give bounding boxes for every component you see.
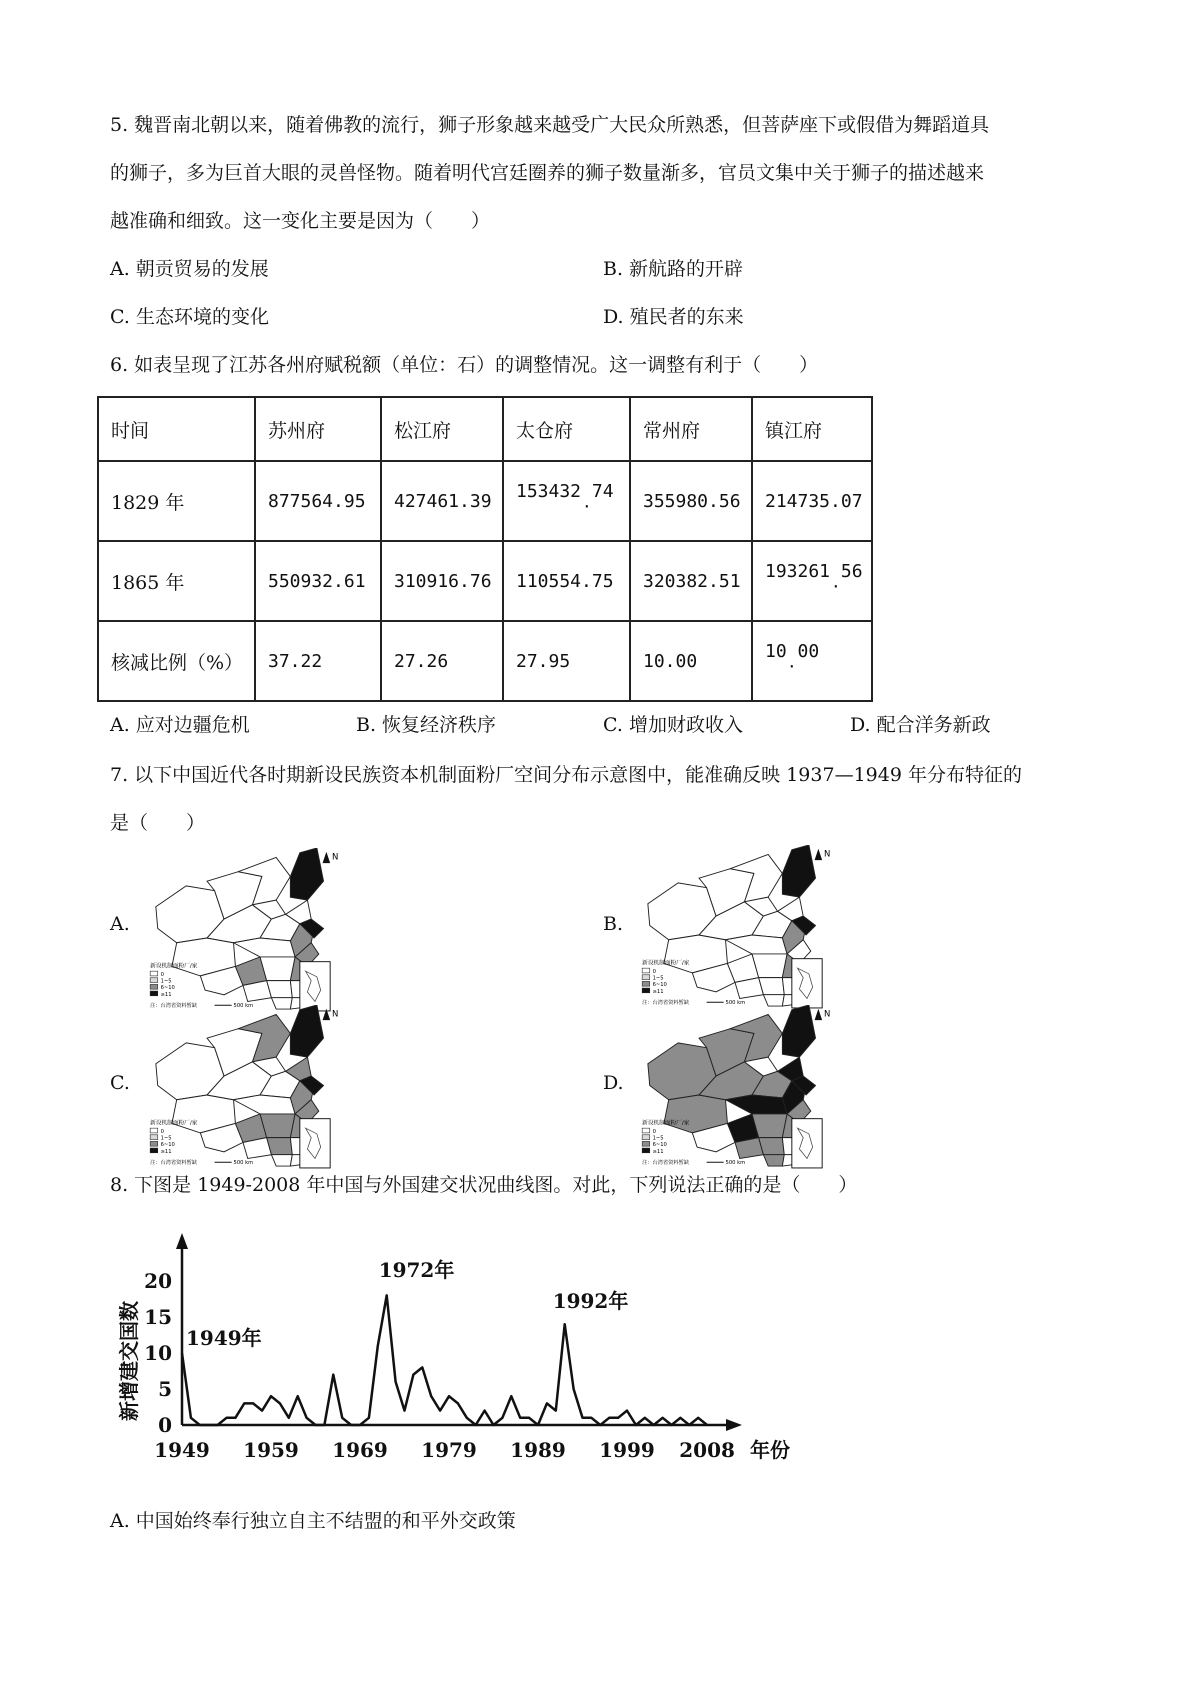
q6-option-a: A. 应对边疆危机 <box>110 714 250 736</box>
legend-swatch <box>642 968 650 973</box>
map-province <box>726 935 788 954</box>
x-tick-label: 2008 <box>679 1438 735 1462</box>
q5-option-c: C. 生态环境的变化 <box>110 306 269 328</box>
south-china-sea-inset <box>300 1119 330 1168</box>
table-cell: 27.95 <box>503 621 630 701</box>
legend-swatch <box>150 971 158 976</box>
peak-annotation: 1972年 <box>378 1258 455 1282</box>
legend-swatch <box>150 984 158 989</box>
x-tick-label: 1979 <box>421 1438 477 1462</box>
table-cell: 427461.39 <box>381 461 503 541</box>
q6-stem: 6. 如表呈现了江苏各州府赋税额（单位：石）的调整情况。这一调整有利于（ ） <box>110 354 819 376</box>
diplomatic-relations-chart <box>110 1225 790 1480</box>
legend-swatch <box>642 1141 650 1146</box>
x-tick-label: 1969 <box>332 1438 388 1462</box>
q5-line-2: 的狮子，多为巨首大眼的灵兽怪物。随着明代宫廷圈养的狮子数量渐多，官员文集中关于狮子的描述越来 <box>110 162 985 184</box>
map-svg <box>640 845 830 1025</box>
map-option-d-label: D. <box>603 1072 624 1094</box>
china-map-c <box>148 1005 338 1189</box>
scale-label: 500 km <box>725 1160 746 1167</box>
table-cell: 310916.76 <box>381 541 503 621</box>
map-option-c-label: C. <box>110 1072 130 1094</box>
map-province <box>763 1155 784 1166</box>
table-cell: 37.22 <box>255 621 381 701</box>
legend-label: 0 <box>160 1128 164 1135</box>
map-province <box>234 1095 296 1114</box>
map-province <box>759 978 785 995</box>
table-cell: 320382.51 <box>630 541 752 621</box>
legend-label: 0 <box>652 1128 656 1135</box>
chart-annotations <box>186 1258 628 1350</box>
table-cell <box>752 621 872 701</box>
north-label: N <box>824 849 830 860</box>
legend-label: 0 <box>652 968 656 975</box>
y-tick-label: 20 <box>144 1269 172 1293</box>
map-province <box>782 845 815 897</box>
legend-swatch <box>150 978 158 983</box>
map-province <box>260 1114 295 1138</box>
legend-swatch <box>642 1135 650 1140</box>
q6-option-c: C. 增加财政收入 <box>603 714 743 736</box>
legend-swatch <box>642 988 650 993</box>
map-province <box>752 1114 787 1138</box>
q6-option-b: B. 恢复经济秩序 <box>356 714 497 736</box>
legend-label: 1~5 <box>652 975 664 982</box>
x-tick-label: 1999 <box>599 1438 655 1462</box>
north-arrow-icon <box>323 1009 331 1020</box>
map-province <box>726 1095 788 1114</box>
legend-label: ≥11 <box>652 988 664 995</box>
map-svg <box>148 848 338 1028</box>
scale-label: 500 km <box>233 1160 254 1167</box>
map-province <box>271 1155 292 1166</box>
south-china-sea-inset <box>792 1119 822 1168</box>
y-tick-label: 5 <box>158 1377 172 1401</box>
legend-note: 注：台湾省资料暂缺 <box>150 1160 197 1167</box>
legend-swatch <box>642 1148 650 1153</box>
legend-swatch <box>150 1141 158 1146</box>
q7-line-1: 7. 以下中国近代各时期新设民族资本机制面粉厂空间分布示意图中，能准确反映 1937—1949 年分布特征的 <box>110 764 1022 786</box>
north-label: N <box>332 1009 338 1020</box>
south-china-sea-inset <box>792 959 822 1008</box>
legend-note: 注：台湾省资料暂缺 <box>642 1000 689 1007</box>
q8-option-a: A. 中国始终奉行独立自主不结盟的和平外交政策 <box>110 1510 516 1532</box>
chart-line <box>182 1295 707 1425</box>
legend-label: 0 <box>160 971 164 978</box>
north-label: N <box>332 852 338 863</box>
china-map-b <box>640 845 830 1029</box>
legend-swatch <box>150 1128 158 1133</box>
y-tick-label: 15 <box>144 1305 172 1329</box>
china-map-d <box>640 1005 830 1189</box>
x-tick-label: 1949 <box>154 1438 210 1462</box>
table-header-cell: 常州府 <box>630 397 752 461</box>
q7-line-2: 是（ ） <box>110 812 206 834</box>
y-axis-label: 新增建交国数 <box>117 1301 141 1421</box>
legend-swatch <box>150 1148 158 1153</box>
legend-label: 1~5 <box>160 1135 172 1142</box>
legend-title: 新设机制面粉厂/家 <box>642 960 690 967</box>
legend-swatch <box>642 1128 650 1133</box>
legend-label: 1~5 <box>160 978 172 985</box>
peak-annotation: 1992年 <box>552 1288 629 1313</box>
map-province <box>752 954 787 978</box>
x-axis-label: 年份 <box>750 1438 790 1462</box>
map-province <box>267 981 293 998</box>
y-axis-arrow-icon <box>176 1233 188 1249</box>
x-tick-label: 1989 <box>510 1438 566 1462</box>
map-svg <box>640 1005 830 1185</box>
table-row <box>98 621 872 701</box>
legend-label: 6~10 <box>160 1142 175 1149</box>
table-cell: 877564.95 <box>255 461 381 541</box>
decimal-dot: · <box>831 576 841 596</box>
table-header-cell: 镇江府 <box>752 397 872 461</box>
legend-label: ≥11 <box>160 991 172 998</box>
table-header-row <box>98 397 872 461</box>
legend-swatch <box>150 1135 158 1140</box>
table-cell: 1829 年 <box>98 461 255 541</box>
map-province <box>290 848 323 900</box>
legend-label: ≥11 <box>652 1148 664 1155</box>
q5-option-b: B. 新航路的开辟 <box>603 258 744 280</box>
north-arrow-icon <box>815 1009 823 1020</box>
map-option-a-label: A. <box>110 913 130 935</box>
legend-title: 新设机制面粉厂/家 <box>150 1120 198 1127</box>
table-cell: 355980.56 <box>630 461 752 541</box>
table-row <box>98 461 872 541</box>
x-axis-arrow-icon <box>726 1419 742 1431</box>
scale-label: 500 km <box>725 1000 746 1007</box>
legend-note: 注：台湾省资料暂缺 <box>150 1003 197 1010</box>
legend-label: ≥11 <box>160 1148 172 1155</box>
north-arrow-icon <box>815 849 823 860</box>
table-cell: 27.26 <box>381 621 503 701</box>
map-option-b-label: B. <box>603 913 624 935</box>
table-cell: 核减比例（%） <box>98 621 255 701</box>
q5-option-a: A. 朝贡贸易的发展 <box>110 258 269 280</box>
map-svg <box>148 1005 338 1185</box>
legend-label: 6~10 <box>160 985 175 992</box>
map-province <box>267 1138 293 1155</box>
q6-option-d: D. 配合洋务新政 <box>850 714 991 736</box>
series-line <box>182 1295 707 1425</box>
y-tick-label: 0 <box>158 1413 172 1437</box>
map-province <box>260 957 295 981</box>
table-header-cell: 松江府 <box>381 397 503 461</box>
q5-line-3: 越准确和细致。这一变化主要是因为（ ） <box>110 210 491 232</box>
q5-line-1: 5. 魏晋南北朝以来，随着佛教的流行，狮子形象越来越受广大民众所熟悉，但菩萨座下或假借为舞蹈道具 <box>110 114 990 136</box>
q8-stem: 8. 下图是 1949-2008 年中国与外国建交状况曲线图。对此，下列说法正确的是（ ） <box>110 1174 858 1196</box>
table-cell: 214735.07 <box>752 461 872 541</box>
legend-swatch <box>642 981 650 986</box>
table-cell <box>752 541 872 621</box>
q5-option-d: D. 殖民者的东来 <box>603 306 744 328</box>
legend-label: 6~10 <box>652 982 667 989</box>
table-cell-value: 153432 74 <box>516 480 614 502</box>
table-header-cell: 时间 <box>98 397 255 461</box>
y-tick-label: 10 <box>144 1341 172 1365</box>
north-label: N <box>824 1009 830 1020</box>
legend-note: 注：台湾省资料暂缺 <box>642 1160 689 1167</box>
map-province <box>782 1005 815 1057</box>
map-province <box>234 938 296 957</box>
legend-label: 6~10 <box>652 1142 667 1149</box>
north-arrow-icon <box>323 852 331 863</box>
south-china-sea-inset <box>300 962 330 1011</box>
decimal-dot: · <box>582 496 592 516</box>
table-row <box>98 541 872 621</box>
table-header-cell: 苏州府 <box>255 397 381 461</box>
table-cell: 550932.61 <box>255 541 381 621</box>
table-cell: 10.00 <box>630 621 752 701</box>
scale-label: 500 km <box>233 1003 254 1010</box>
table-cell: 1865 年 <box>98 541 255 621</box>
table-header-cell: 太仓府 <box>503 397 630 461</box>
peak-annotation: 1949年 <box>186 1326 262 1350</box>
legend-title: 新设机制面粉厂/家 <box>642 1120 690 1127</box>
table-cell <box>503 461 630 541</box>
legend-title: 新设机制面粉厂/家 <box>150 963 198 970</box>
table-cell-value: 193261 56 <box>765 560 863 582</box>
map-province <box>290 1005 323 1057</box>
legend-swatch <box>150 991 158 996</box>
decimal-dot: · <box>787 656 797 676</box>
chart-ticks <box>144 1269 735 1462</box>
legend-label: 1~5 <box>652 1135 664 1142</box>
table-cell: 110554.75 <box>503 541 630 621</box>
map-province <box>759 1138 785 1155</box>
legend-swatch <box>642 975 650 980</box>
x-tick-label: 1959 <box>243 1438 299 1462</box>
tax-table <box>97 396 873 702</box>
table-cell-value: 10 00 <box>765 640 820 662</box>
